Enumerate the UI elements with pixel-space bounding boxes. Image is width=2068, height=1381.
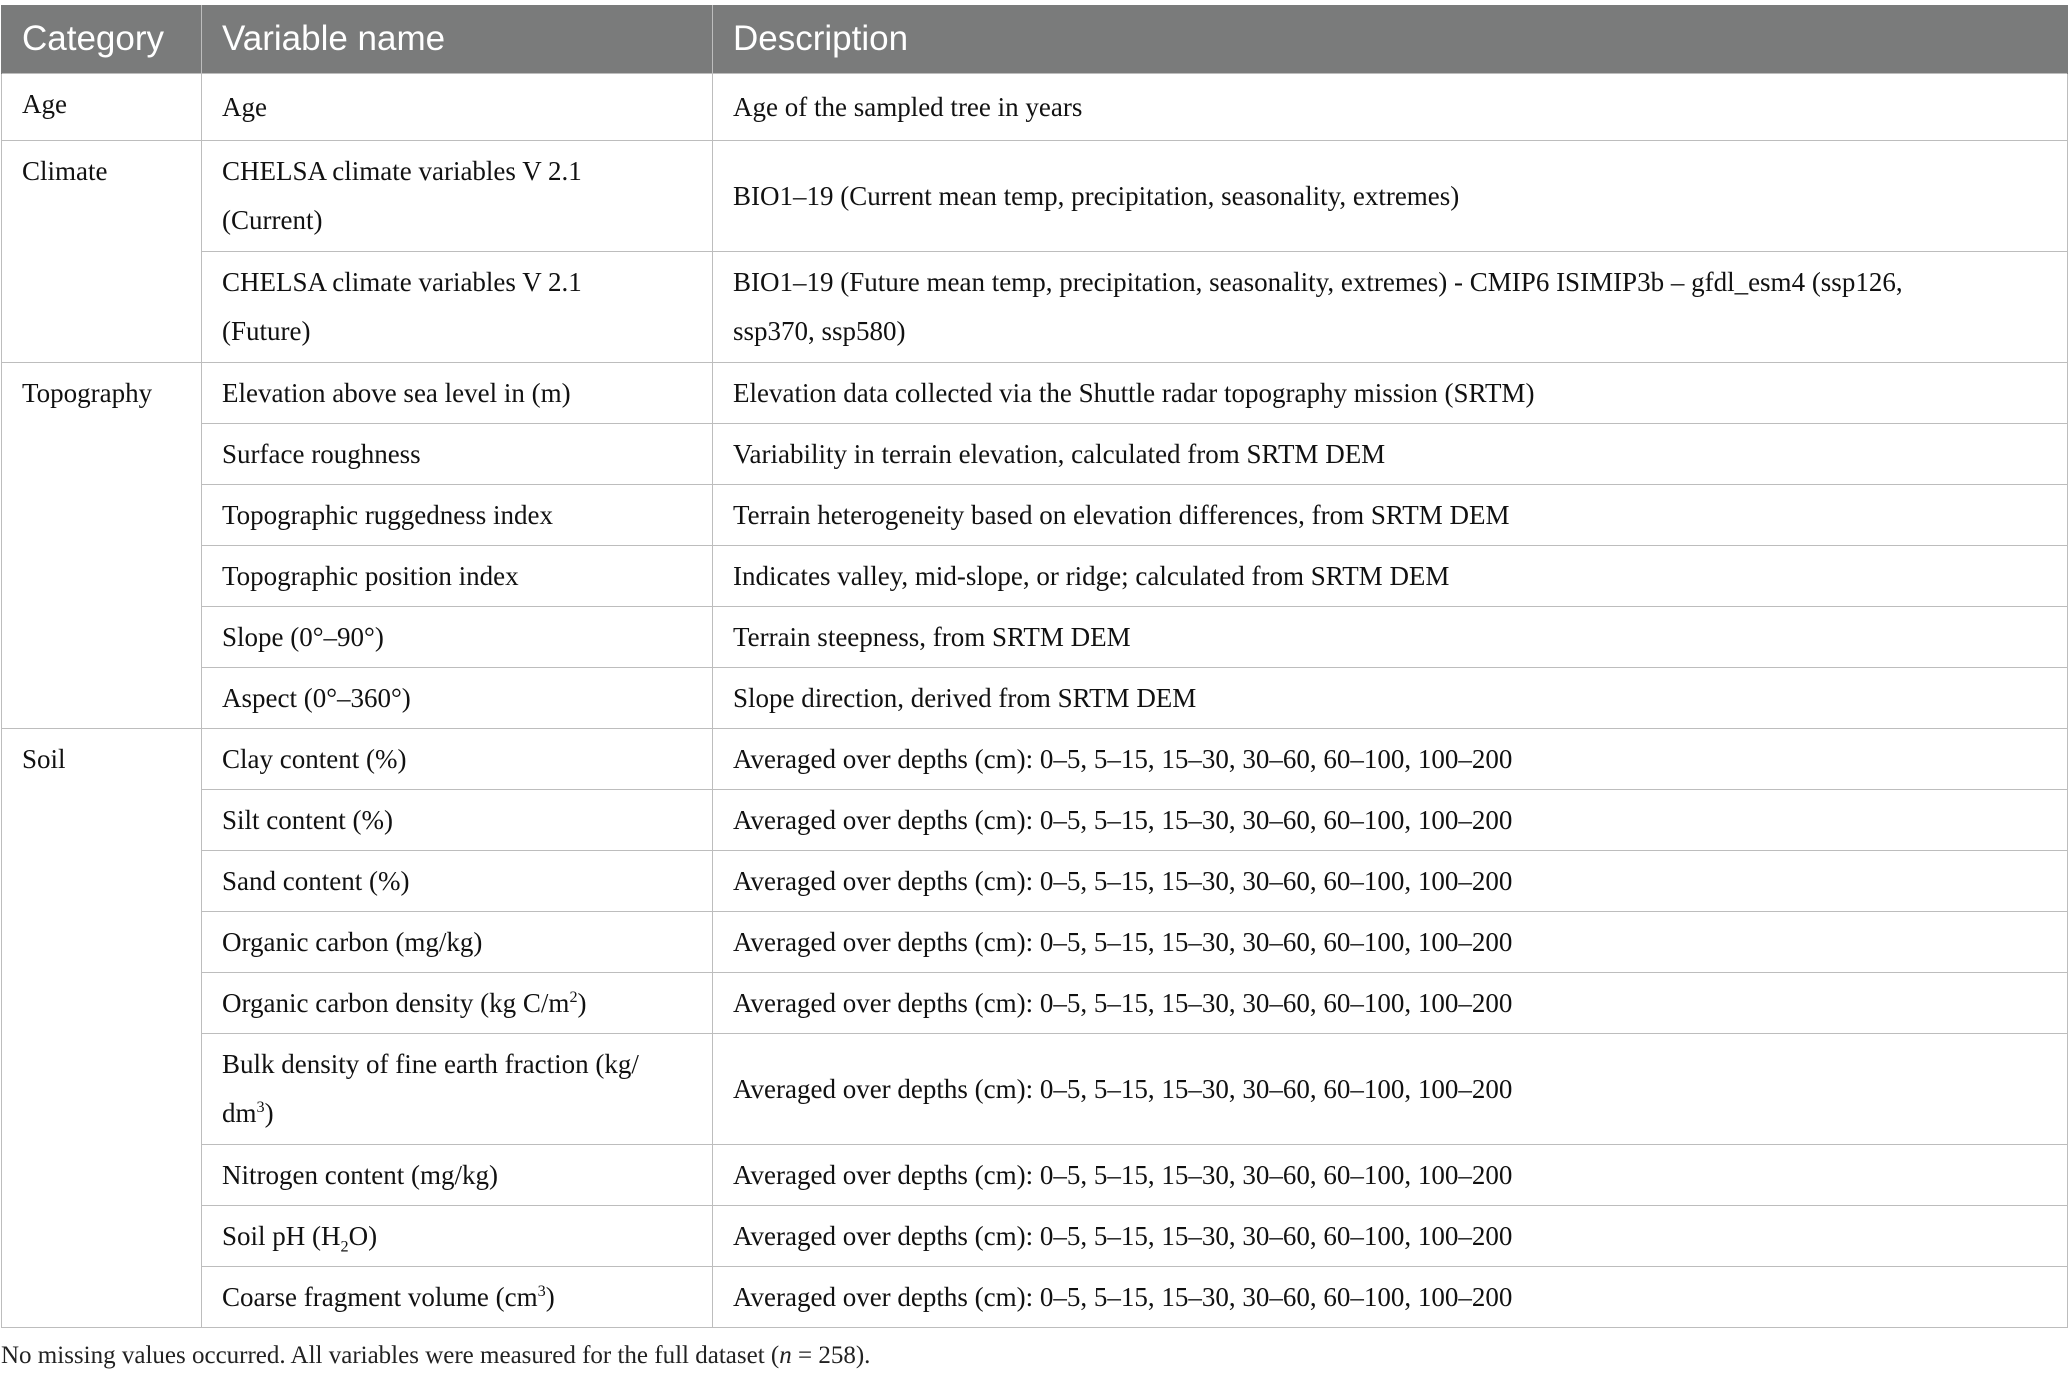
- description-cell: Terrain heterogeneity based on elevation differences, from SRTM DEM: [713, 485, 2068, 546]
- variable-line: [222, 1089, 692, 1138]
- variable-text: O): [348, 1220, 378, 1251]
- description-line: BIO1–19 (Future mean temp, precipitation, seasonality, extremes) - CMIP6 ISIMIP3b – gfdl_esm4 (ssp126,: [733, 267, 1903, 297]
- table-row: [2, 252, 2068, 363]
- description-cell: Averaged over depths (cm): 0–5, 5–15, 15–30, 30–60, 60–100, 100–200: [713, 1206, 2068, 1267]
- superscript: 2: [569, 987, 578, 1006]
- footnote-italic: n: [779, 1342, 792, 1369]
- category-cell: Climate: [2, 141, 202, 363]
- variable-text: ): [264, 1098, 274, 1128]
- table-row: [2, 74, 2068, 141]
- variable-text: ): [545, 1281, 555, 1312]
- description-cell: Averaged over depths (cm): 0–5, 5–15, 15–30, 30–60, 60–100, 100–200: [713, 912, 2068, 973]
- description-cell: Averaged over depths (cm): 0–5, 5–15, 15–30, 30–60, 60–100, 100–200: [713, 973, 2068, 1034]
- variable-cell: [202, 141, 713, 252]
- variable-cell: Topographic position index: [202, 546, 713, 607]
- header-description: Description: [713, 5, 2068, 74]
- variable-text: dm: [222, 1098, 257, 1128]
- variables-table: [1, 5, 2068, 1328]
- table-row: [2, 668, 2068, 729]
- footnote-text: No missing values occurred. All variables were measured for the full dataset (: [1, 1342, 780, 1369]
- category-cell: Topography: [2, 363, 202, 729]
- table-row: [2, 1034, 2068, 1145]
- description-cell: Elevation data collected via the Shuttle radar topography mission (SRTM): [713, 363, 2068, 424]
- superscript: 3: [537, 1281, 546, 1300]
- variable-cell: [202, 1267, 713, 1328]
- variable-cell: [202, 1206, 713, 1267]
- description-cell: BIO1–19 (Current mean temp, precipitation, seasonality, extremes): [713, 141, 2068, 252]
- description-cell: Averaged over depths (cm): 0–5, 5–15, 15–30, 30–60, 60–100, 100–200: [713, 790, 2068, 851]
- variable-text: Coarse fragment volume (cm: [222, 1281, 538, 1312]
- table-row: [2, 1267, 2068, 1328]
- variable-cell: Sand content (%): [202, 851, 713, 912]
- header-category: Category: [2, 5, 202, 74]
- table-row: [2, 851, 2068, 912]
- table-row: [2, 1145, 2068, 1206]
- variable-cell: Topographic ruggedness index: [202, 485, 713, 546]
- description-line: ssp370, ssp580): [733, 316, 906, 346]
- description-cell: Averaged over depths (cm): 0–5, 5–15, 15–30, 30–60, 60–100, 100–200: [713, 1267, 2068, 1328]
- table-row: [2, 363, 2068, 424]
- description-cell: Slope direction, derived from SRTM DEM: [713, 668, 2068, 729]
- description-cell: Variability in terrain elevation, calculated from SRTM DEM: [713, 424, 2068, 485]
- variable-line: CHELSA climate variables V 2.1: [222, 156, 582, 186]
- variable-cell: [202, 252, 713, 363]
- description-cell: Averaged over depths (cm): 0–5, 5–15, 15–30, 30–60, 60–100, 100–200: [713, 1145, 2068, 1206]
- table-footnote: [1, 1342, 870, 1370]
- variable-text: ): [577, 987, 587, 1018]
- variable-line: CHELSA climate variables V 2.1: [222, 267, 582, 297]
- category-cell: Age: [2, 74, 202, 141]
- variable-cell: Elevation above sea level in (m): [202, 363, 713, 424]
- table-row: [2, 485, 2068, 546]
- variable-line: (Future): [222, 316, 311, 346]
- variable-cell: Organic carbon (mg/kg): [202, 912, 713, 973]
- variable-cell: Clay content (%): [202, 729, 713, 790]
- table-row: [2, 912, 2068, 973]
- header-variable-name: Variable name: [202, 5, 713, 74]
- variable-line: (Current): [222, 205, 323, 235]
- description-cell: Averaged over depths (cm): 0–5, 5–15, 15–30, 30–60, 60–100, 100–200: [713, 1034, 2068, 1145]
- description-cell: Averaged over depths (cm): 0–5, 5–15, 15–30, 30–60, 60–100, 100–200: [713, 851, 2068, 912]
- variable-cell: [202, 1034, 713, 1145]
- variable-cell: Slope (0°–90°): [202, 607, 713, 668]
- category-cell: Soil: [2, 729, 202, 1328]
- description-cell: Age of the sampled tree in years: [713, 74, 2068, 141]
- table-row: [2, 790, 2068, 851]
- table-row: [2, 141, 2068, 252]
- footnote-text: = 258).: [791, 1342, 871, 1369]
- subscript: 2: [340, 1236, 349, 1255]
- table-header-row: [2, 5, 2068, 74]
- variable-cell: [202, 973, 713, 1034]
- description-cell: Indicates valley, mid-slope, or ridge; calculated from SRTM DEM: [713, 546, 2068, 607]
- variable-line: Bulk density of fine earth fraction (kg/: [222, 1049, 639, 1079]
- variable-cell: Surface roughness: [202, 424, 713, 485]
- variable-cell: Aspect (0°–360°): [202, 668, 713, 729]
- description-cell: Averaged over depths (cm): 0–5, 5–15, 15–30, 30–60, 60–100, 100–200: [713, 729, 2068, 790]
- variable-text: Soil pH (H: [222, 1220, 341, 1251]
- variable-text: Organic carbon density (kg C/m: [222, 987, 570, 1018]
- table-row: [2, 607, 2068, 668]
- description-cell: [713, 252, 2068, 363]
- superscript: 3: [256, 1098, 265, 1116]
- variable-cell: Silt content (%): [202, 790, 713, 851]
- description-cell: Terrain steepness, from SRTM DEM: [713, 607, 2068, 668]
- variable-cell: Age: [202, 74, 713, 141]
- table-row: [2, 546, 2068, 607]
- variable-cell: Nitrogen content (mg/kg): [202, 1145, 713, 1206]
- table-row: [2, 424, 2068, 485]
- table-row: [2, 729, 2068, 790]
- table-row: [2, 973, 2068, 1034]
- table-row: [2, 1206, 2068, 1267]
